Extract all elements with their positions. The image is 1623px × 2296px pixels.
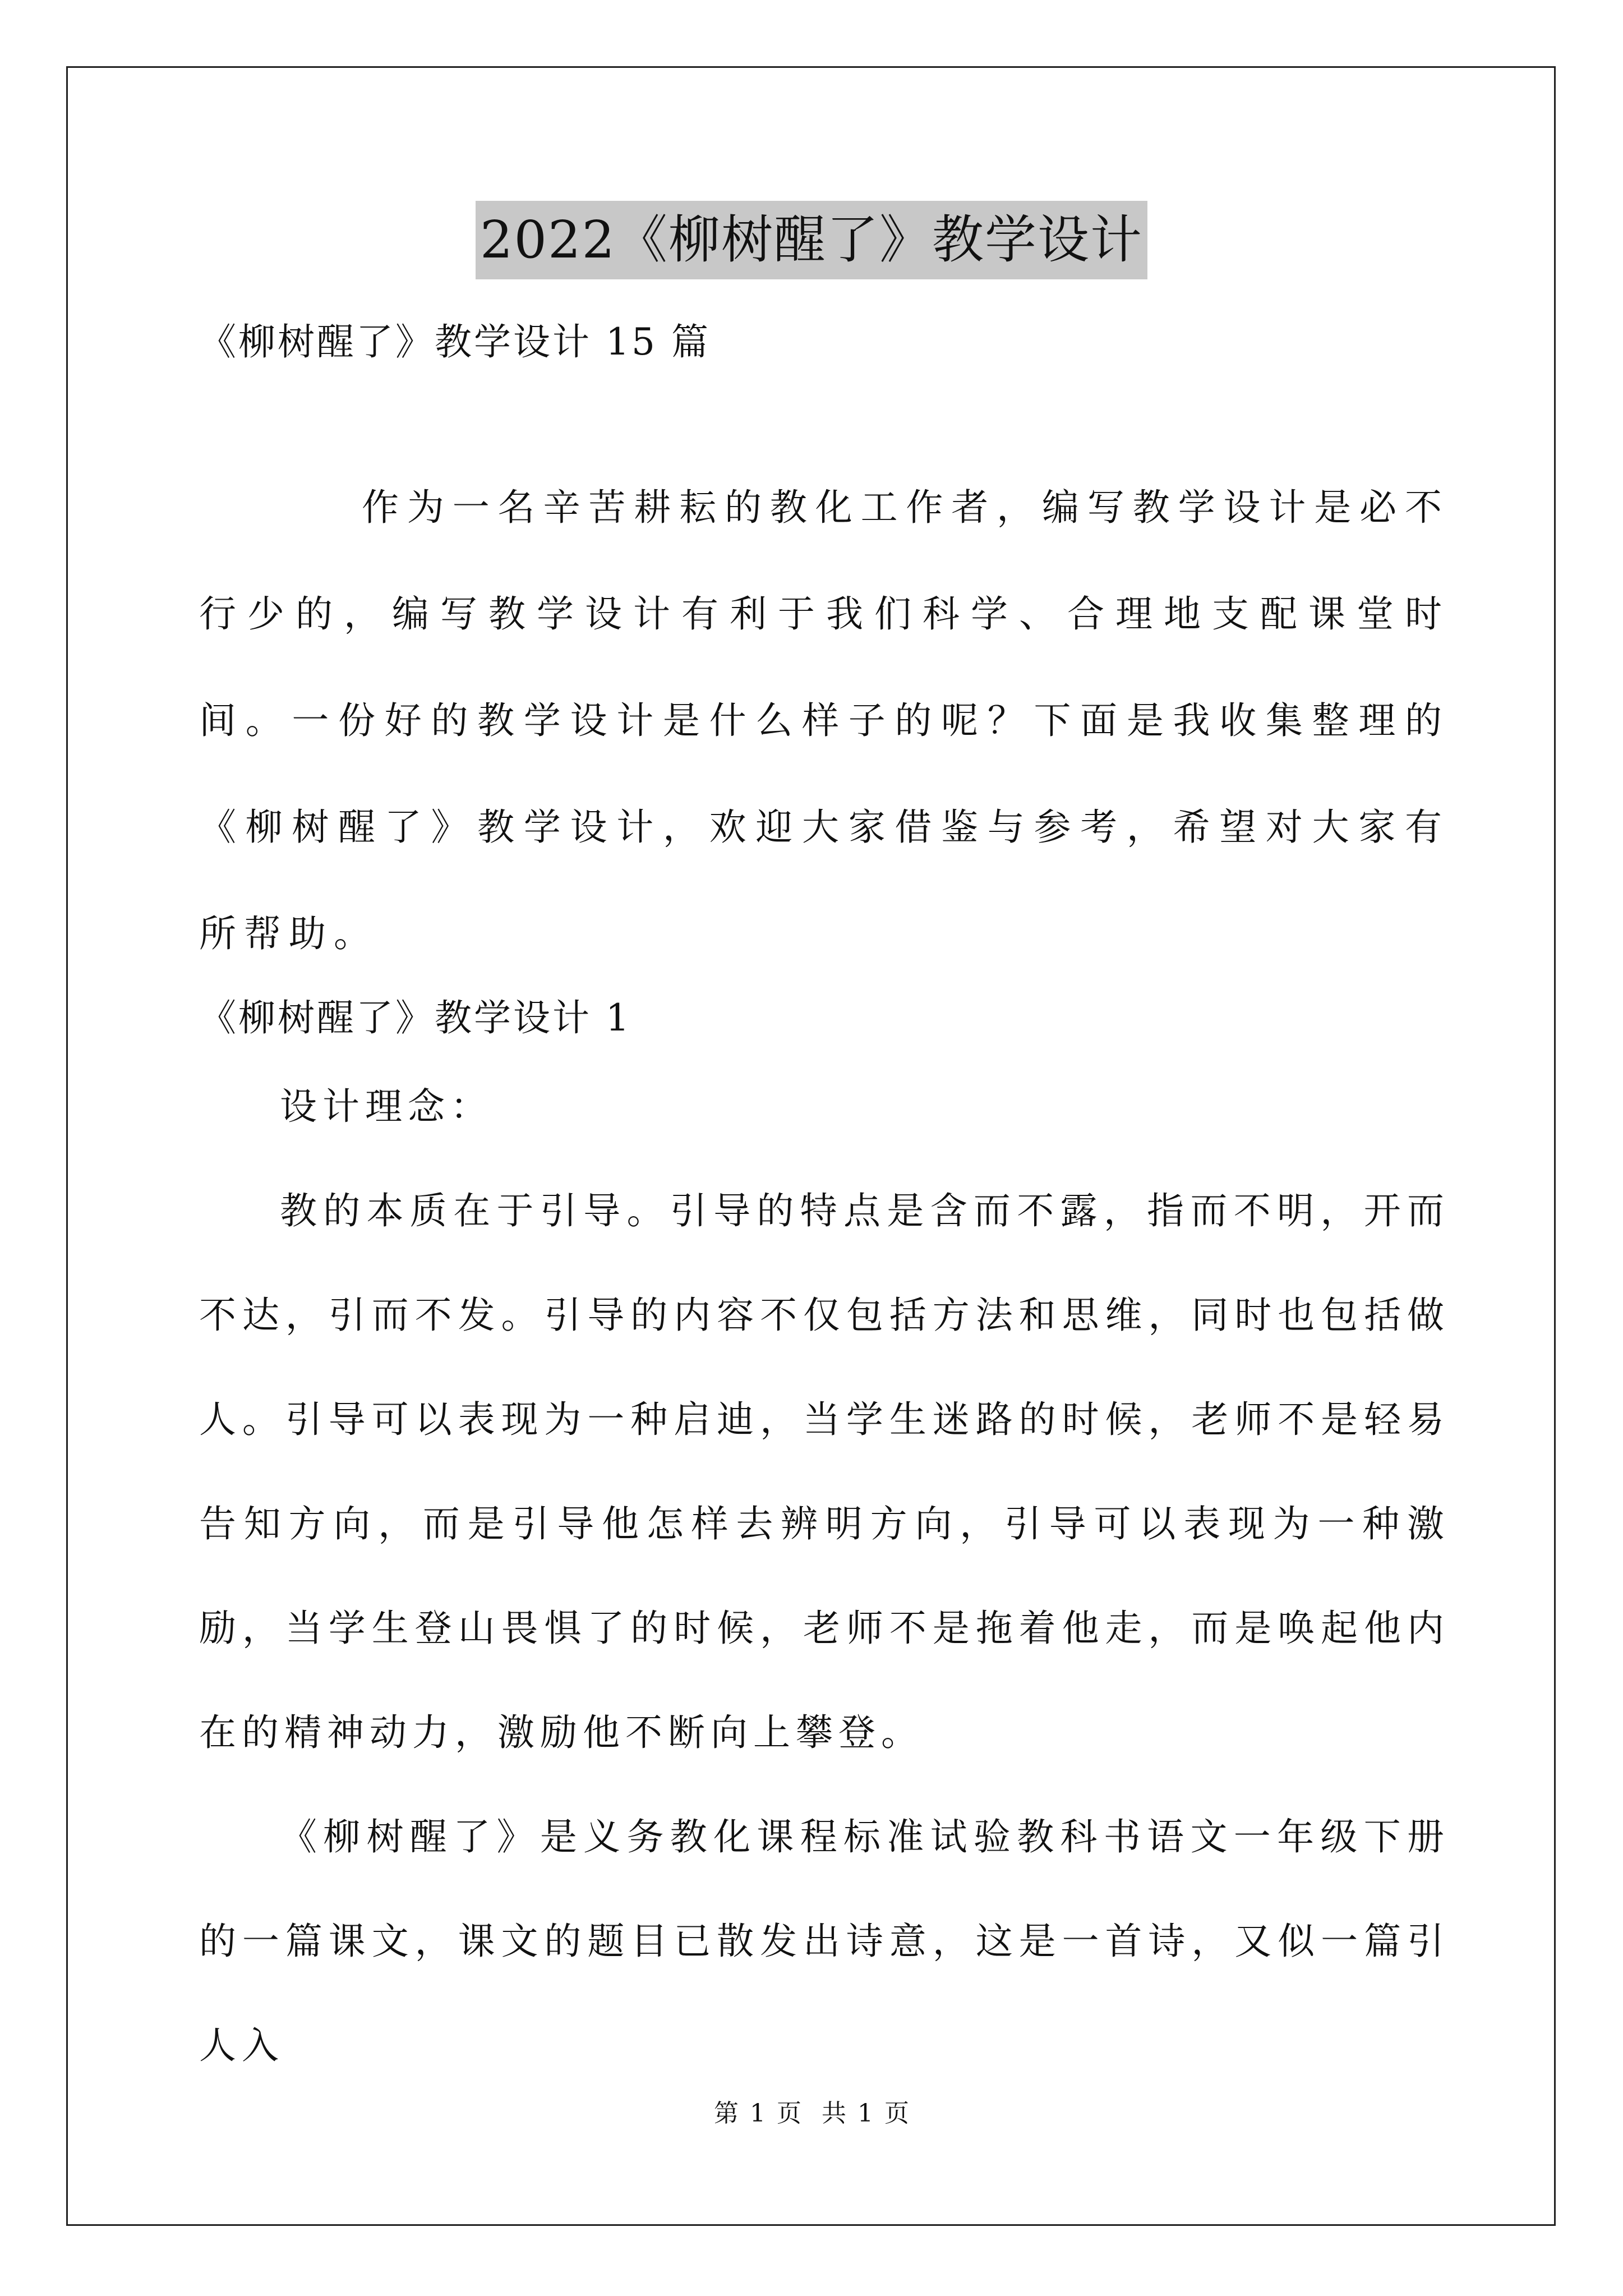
section-heading: 《柳树醒了》教学设计 1: [199, 996, 631, 1039]
paragraph-design-concept: 教的本质在于引导。引导的特点是含而不露，指而不明，开而不达，引而不发。引导的内容不仅包括方法和思维，同时也包括做人。引导可以表现为一种启迪，当学生迷路的时候，老师不是轻易告知方向，而是引导他怎样去辨明方向，引导可以表现为一种激励，当学生登山畏惧了的时候，老师不是拖着他走，而是唤起他内在的精神动力，激励他不断向上攀登。: [199, 1189, 1450, 1754]
paragraph-design-concept-label: 设计理念：: [280, 1085, 493, 1128]
page-number: 第 1 页: [714, 2099, 801, 2128]
document-title: 2022《柳树醒了》教学设计: [476, 201, 1147, 279]
page-footer: [0, 2097, 1623, 2131]
body-text: [199, 1055, 1450, 2098]
intro-paragraph: 作为一名辛苦耕耘的教化工作者，编写教学设计是必不行少的，编写教学设计有利于我们科学、合理地支配课堂时间。一份好的教学设计是什么样子的呢？下面是我收集整理的《柳树醒了》教学设计，欢迎大家借鉴与参考，希望对大家有所帮助。: [199, 486, 1450, 955]
document-subtitle: 《柳树醒了》教学设计 15 篇: [199, 320, 711, 364]
intro-paragraph-container: [199, 454, 1450, 987]
paragraph-lesson-intro: 《柳树醒了》是义务教化课程标准试验教科书语文一年级下册的一篇课文，课文的题目已散发出诗意，这是一首诗，又似一篇引人入: [199, 1815, 1450, 2067]
title-container: [0, 201, 1623, 279]
page-total: 共 1 页: [822, 2099, 909, 2128]
